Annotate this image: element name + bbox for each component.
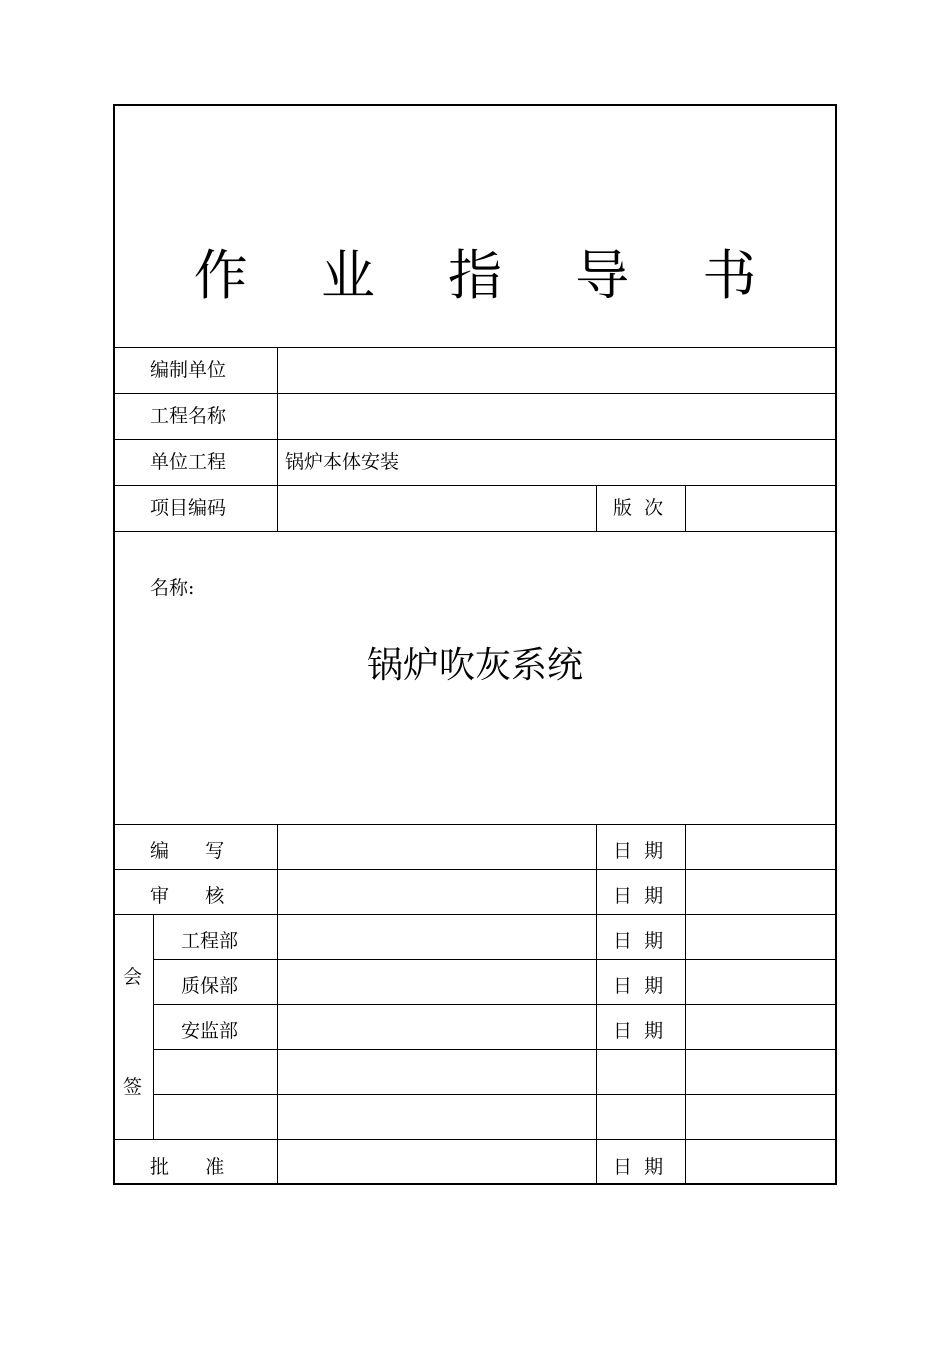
date-label: 日 期: [613, 1020, 664, 1042]
rule-col-date-value: [685, 485, 686, 531]
rule-col-label: [277, 347, 278, 531]
rule: [115, 531, 835, 532]
date-label: 日 期: [613, 840, 664, 862]
rule: [115, 393, 835, 394]
rule-header: [115, 347, 835, 348]
date-label: 日 期: [613, 885, 664, 907]
rule: [153, 1004, 835, 1005]
project-name-label: 工程名称: [150, 405, 227, 427]
rule-col-date-label: [596, 485, 597, 531]
rule: [115, 869, 835, 870]
rule: [115, 485, 835, 486]
date-label: 日 期: [613, 930, 664, 952]
approve-label: 批 准: [150, 1156, 225, 1178]
review-label: 审 核: [150, 885, 225, 907]
countersign-label-top: 会: [123, 966, 143, 988]
countersign-label-bottom: 签: [123, 1076, 143, 1098]
item-code-label: 项目编码: [150, 497, 227, 519]
rule: [153, 1094, 835, 1095]
quality-dept-label: 质保部: [181, 975, 239, 997]
rule: [115, 824, 835, 825]
engineering-dept-label: 工程部: [181, 930, 239, 952]
rule: [153, 959, 835, 960]
rule: [115, 1139, 835, 1140]
document-name: 锅炉吹灰系统: [366, 645, 583, 686]
version-label: 版 次: [613, 497, 664, 519]
date-label: 日 期: [613, 975, 664, 997]
compile-unit-label: 编制单位: [150, 359, 227, 381]
rule-col-date-value: [685, 824, 686, 1183]
write-label: 编 写: [150, 840, 225, 862]
instruction-form: [113, 104, 837, 1185]
rule-col-label: [277, 824, 278, 1183]
rule-col-date-label: [596, 824, 597, 1183]
name-label: 名称:: [150, 577, 195, 599]
rule: [115, 439, 835, 440]
date-label: 日 期: [613, 1156, 664, 1178]
form-title: 作 业 指 导 书: [193, 244, 785, 307]
rule: [115, 914, 835, 915]
rule: [153, 1049, 835, 1050]
unit-project-label: 单位工程: [150, 451, 227, 473]
unit-project-value: 锅炉本体安装: [285, 451, 400, 473]
safety-dept-label: 安监部: [181, 1020, 239, 1042]
rule-countersign: [153, 914, 154, 1139]
